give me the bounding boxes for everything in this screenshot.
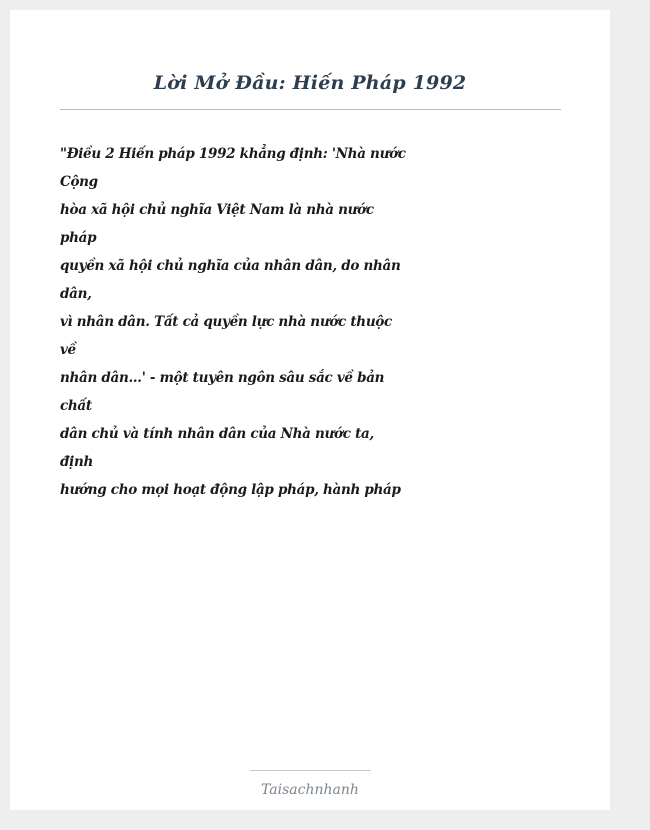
title-divider [60,109,561,110]
body-line: quyền xã hội chủ nghĩa của nhân dân, do nhân [60,258,401,274]
body-line: vì nhân dân. Tất cả quyền lực nhà nước thuộc [60,314,392,330]
body-line: dân, [60,286,92,302]
body-line: hòa xã hội chủ nghĩa Việt Nam là nhà nước [60,202,374,218]
body-line: nhân dân...' - một tuyên ngôn sâu sắc về bản [60,370,385,386]
body-line: chất [60,398,92,414]
body-line: định [60,454,93,470]
body-line: dân chủ và tính nhân dân của Nhà nước ta, [60,426,374,442]
document-title: Lời Mở Đầu: Hiến Pháp 1992 [153,72,467,94]
body-line: Cộng [60,174,98,190]
body-line: về [60,342,76,358]
footer-divider [250,770,371,771]
body-line: pháp [60,230,97,246]
document-body [60,140,406,504]
body-line: "Điều 2 Hiến pháp 1992 khẳng định: 'Nhà nước [60,146,406,162]
body-line: hướng cho mọi hoạt động lập pháp, hành pháp [60,482,401,498]
footer-brand: Taisachnhanh [261,782,359,798]
document-page [10,10,610,810]
